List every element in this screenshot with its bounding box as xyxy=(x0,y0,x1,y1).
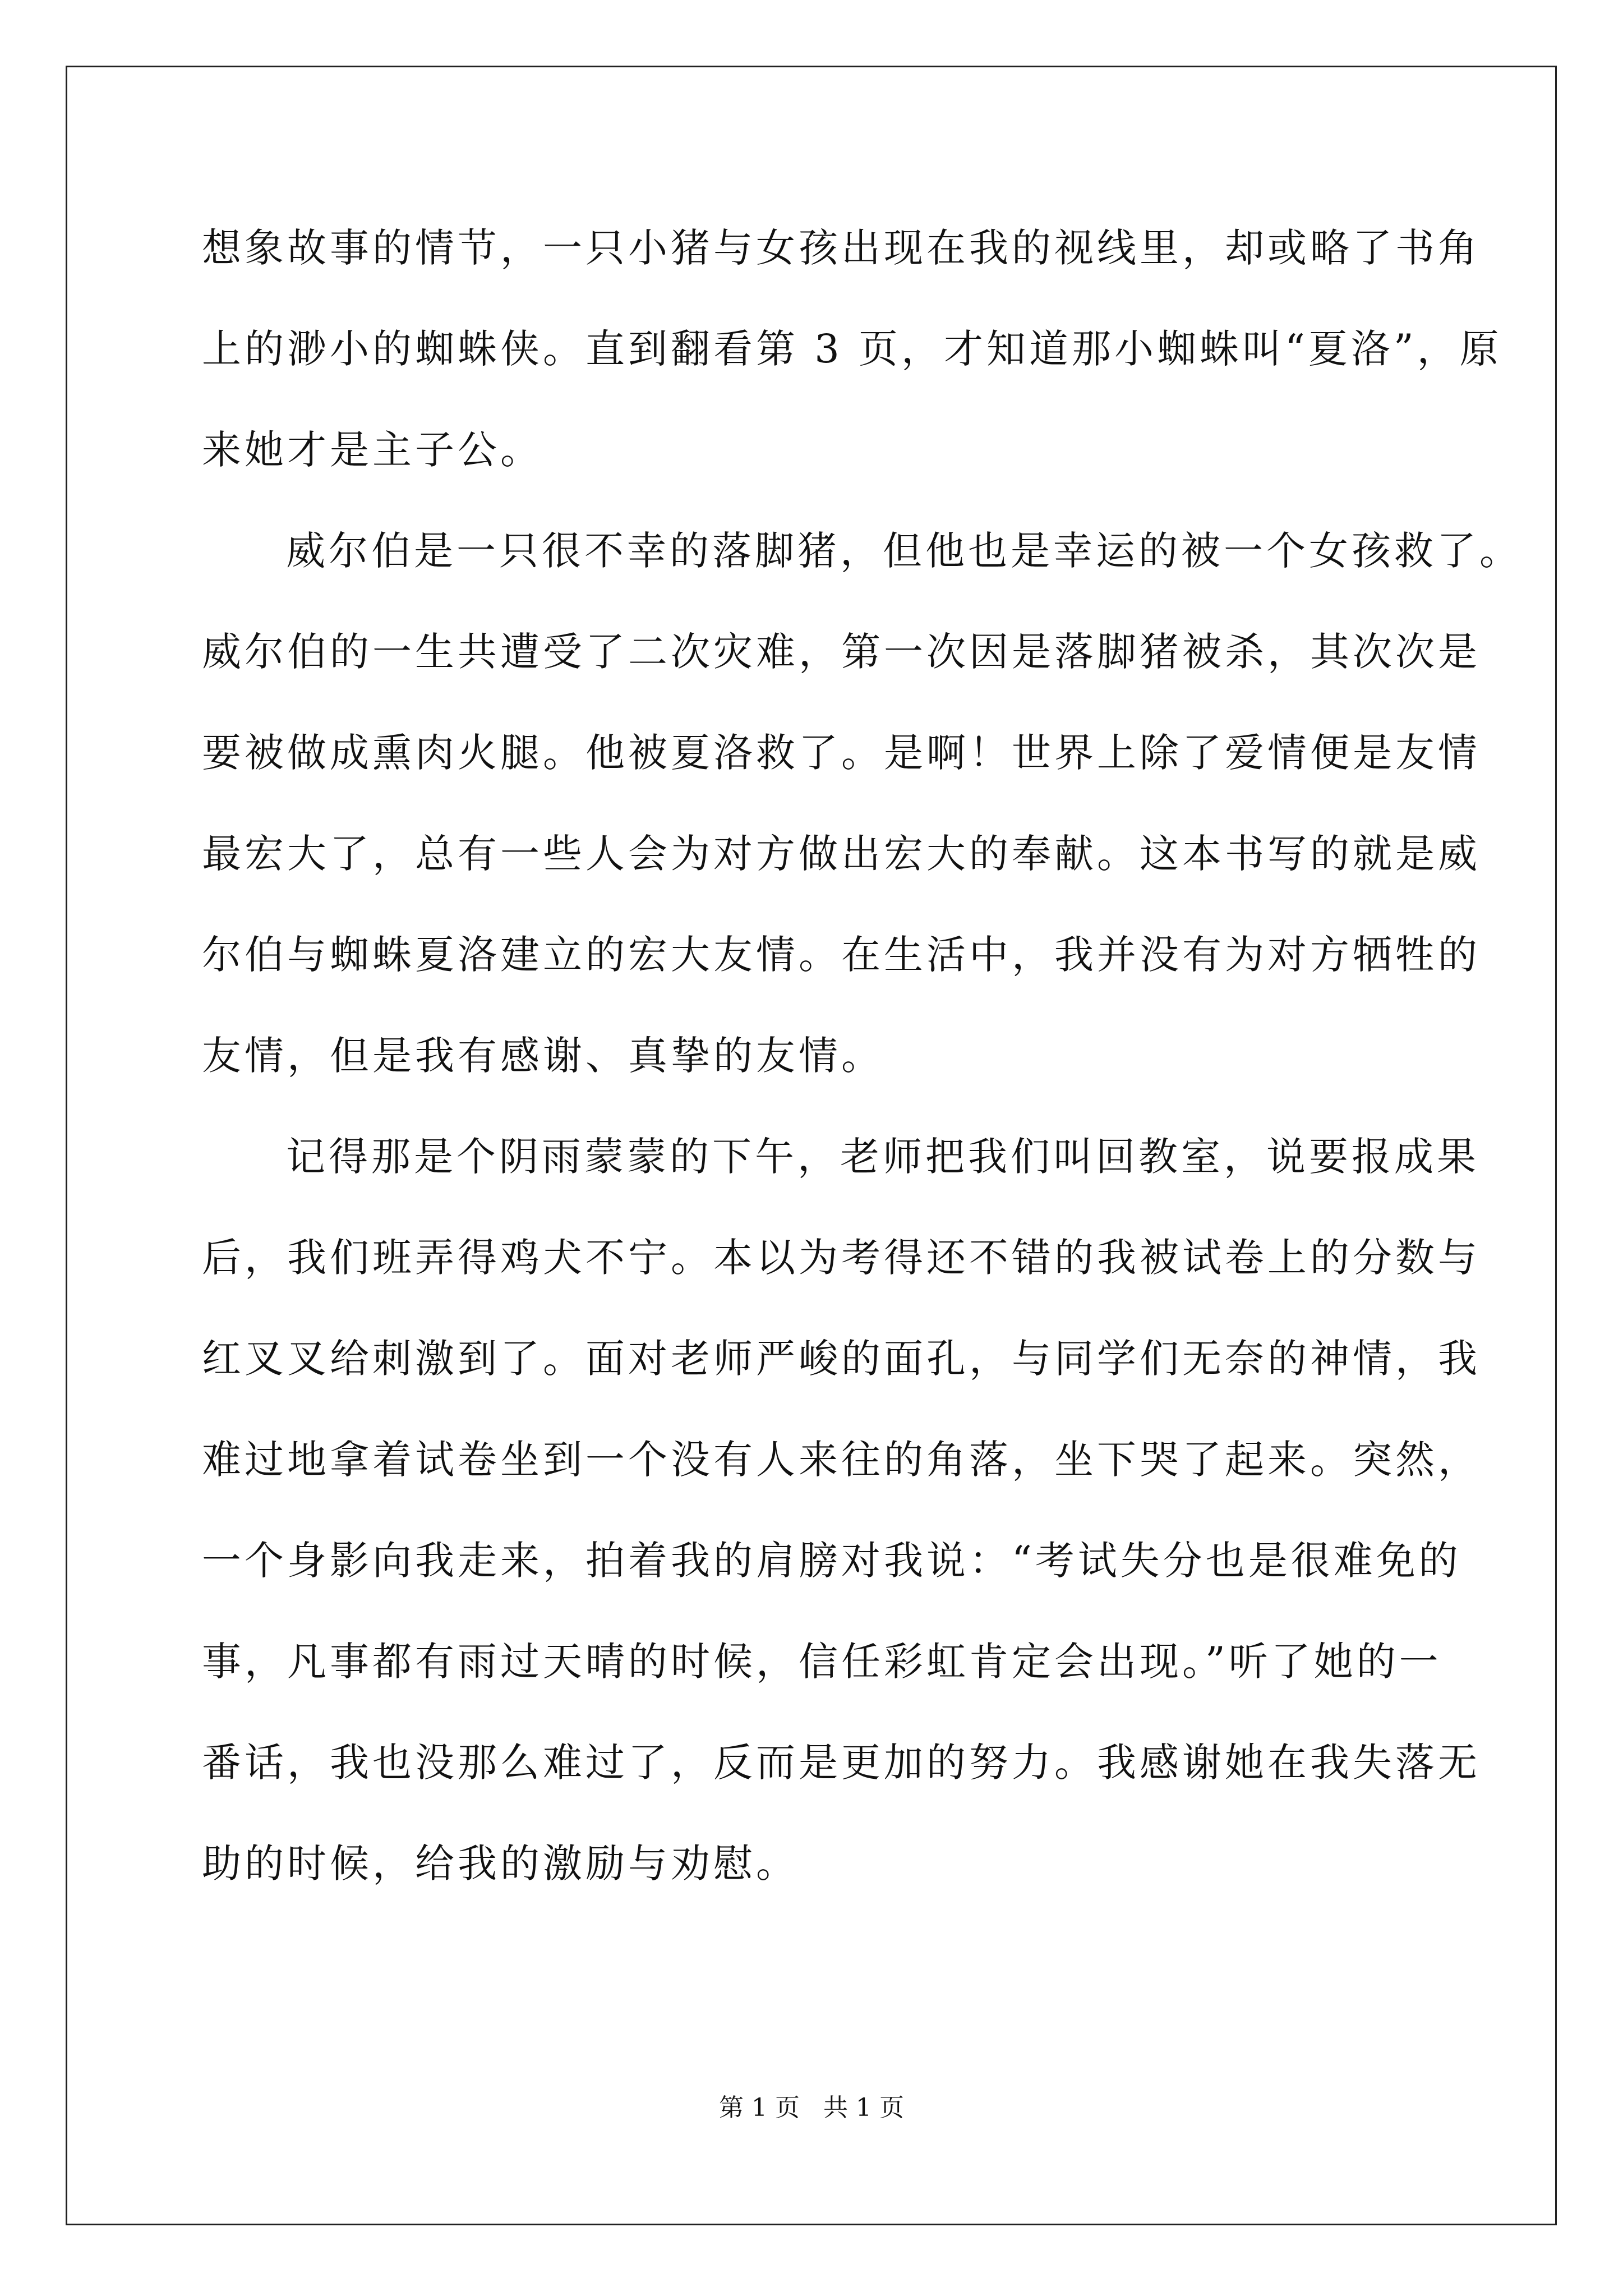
text-line: 事，凡事都有雨过天晴的时候，信任彩虹肯定会出现。”听了她的一 xyxy=(202,1639,1442,1685)
text-line: 友情，但是我有感谢、真挚的友情。 xyxy=(202,1033,884,1079)
text-line: 威尔伯是一只很不幸的落脚猪，但他也是幸运的被一个女孩救了。 xyxy=(286,528,1522,574)
paragraph-1 xyxy=(202,217,1502,520)
paragraph-2 xyxy=(202,520,1522,1126)
text-line: 记得那是个阴雨蒙蒙的下午，老师把我们叫回教室，说要报成果 xyxy=(286,1134,1479,1180)
text-line: 上的渺小的蜘蛛侠。直到翻看第 3 页，才知道那小蜘蛛叫“夏洛”，原 xyxy=(202,326,1502,372)
text-line: 红叉叉给刺激到了。面对老师严峻的面孔，与同学们无奈的神情，我 xyxy=(202,1336,1481,1382)
text-line: 威尔伯的一生共遭受了二次灾难，第一次因是落脚猪被杀，其次次是 xyxy=(202,629,1481,675)
paragraph-3 xyxy=(202,1126,1481,1934)
text-line: 尔伯与蜘蛛夏洛建立的宏大友情。在生活中，我并没有为对方牺牲的 xyxy=(202,932,1481,978)
text-line: 番话，我也没那么难过了，反而是更加的努力。我感谢她在我失落无 xyxy=(202,1740,1481,1786)
document-body xyxy=(202,217,1522,1934)
text-line: 后，我们班弄得鸡犬不宁。本以为考得还不错的我被试卷上的分数与 xyxy=(202,1235,1481,1281)
page-footer: 第 1 页 共 1 页 xyxy=(719,2093,904,2122)
text-line: 助的时候，给我的激励与劝慰。 xyxy=(202,1841,799,1887)
text-line: 来她才是主子公。 xyxy=(202,427,543,473)
text-line: 难过地拿着试卷坐到一个没有人来往的角落，坐下哭了起来。突然， xyxy=(202,1437,1481,1483)
text-line: 要被做成熏肉火腿。他被夏洛救了。是啊！世界上除了爱情便是友情 xyxy=(202,730,1481,776)
text-line: 想象故事的情节，一只小猪与女孩出现在我的视线里，却或略了书角 xyxy=(202,225,1481,271)
text-line: 一个身影向我走来，拍着我的肩膀对我说：“考试失分也是很难免的 xyxy=(202,1538,1461,1584)
text-line: 最宏大了，总有一些人会为对方做出宏大的奉献。这本书写的就是威 xyxy=(202,831,1481,877)
